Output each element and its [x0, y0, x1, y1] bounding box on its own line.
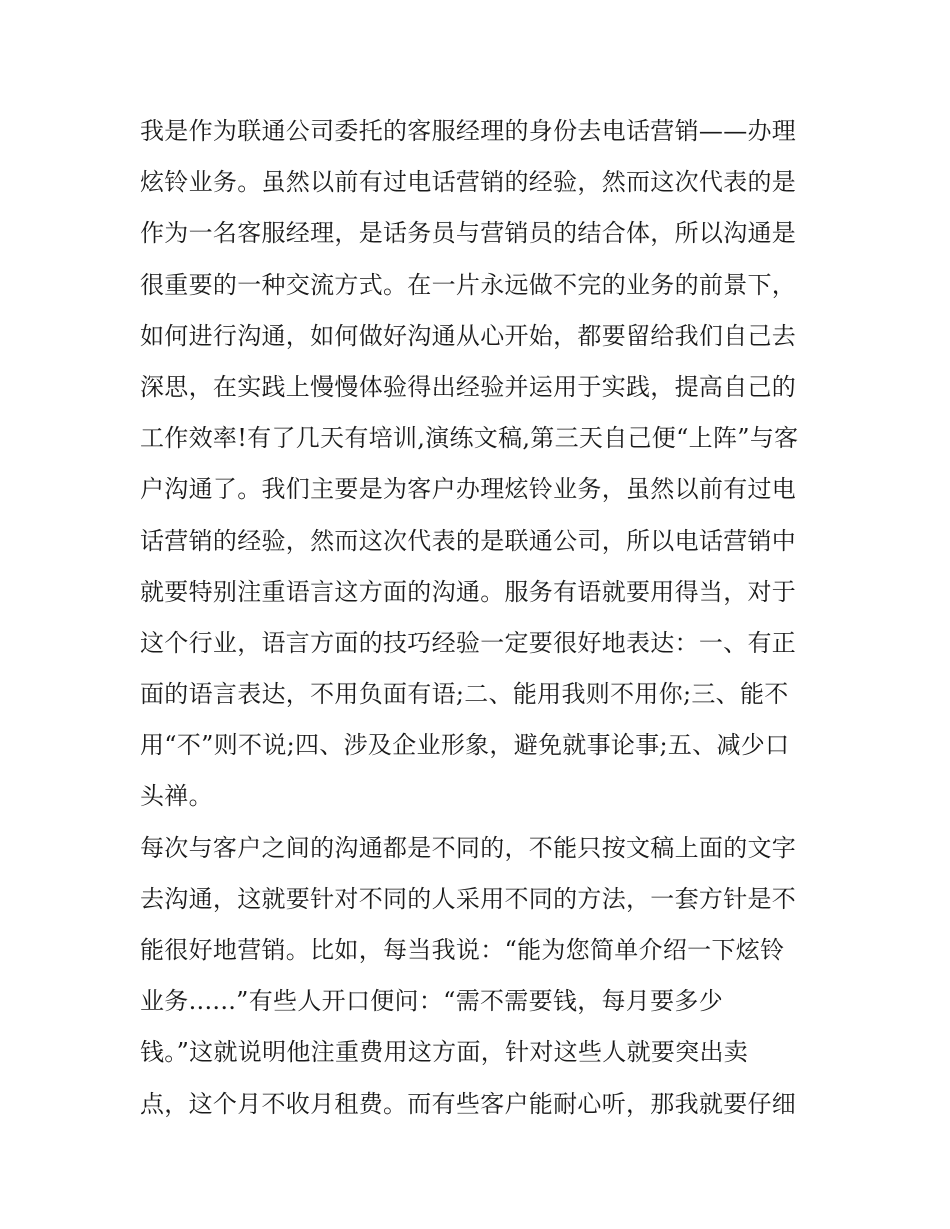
- text-line-10: 就要特别注重语言这方面的沟通。服务有语就要用得当，对于: [140, 577, 797, 606]
- text-line-18: 业务......”有些人开口便问：“需不需要钱，每月要多少: [140, 987, 724, 1016]
- text-line-8: 户沟通了。我们主要是为客户办理炫铃业务，虽然以前有过电: [140, 475, 797, 504]
- text-line-4: 很重要的一种交流方式。在一片永远做不完的业务的前景下，: [140, 270, 797, 299]
- text-line-7: 工作效率!有了几天有培训,演练文稿,第三天自己便“上阵”与客: [140, 424, 799, 453]
- text-line-17: 能很好地营销。比如，每当我说：“能为您简单介绍一下炫铃: [140, 936, 785, 964]
- text-line-19: 钱。”这就说明他注重费用这方面，针对这些人就要突出卖: [140, 1038, 749, 1067]
- text-line-1: 我是作为联通公司委托的客服经理的身份去电话营销——办理: [140, 117, 797, 145]
- text-line-11: 这个行业，语言方面的技巧经验一定要很好地表达：一、有正: [140, 628, 797, 657]
- text-line-20: 点，这个月不收月租费。而有些客户能耐心听，那我就要仔细: [140, 1089, 797, 1118]
- text-line-16: 去沟通，这就要针对不同的人采用不同的方法，一套方针是不: [140, 884, 797, 913]
- text-line-6: 深思，在实践上慢慢体验得出经验并运用于实践，提高自己的: [140, 372, 797, 401]
- text-line-9: 话营销的经验，然而这次代表的是联通公司，所以电话营销中: [140, 526, 797, 555]
- body-text: [140, 106, 820, 1130]
- text-line-14: 头禅。: [140, 782, 213, 811]
- text-line-3: 作为一名客服经理，是话务员与营销员的结合体，所以沟通是: [140, 219, 797, 248]
- text-line-12: 面的语言表达，不用负面有语;二、能用我则不用你;三、能不: [140, 680, 789, 709]
- text-line-15: 每次与客户之间的沟通都是不同的，不能只按文稿上面的文字: [140, 833, 797, 862]
- text-line-2: 炫铃业务。虽然以前有过电话营销的经验，然而这次代表的是: [140, 168, 797, 197]
- text-line-5: 如何进行沟通，如何做好沟通从心开始，都要留给我们自己去: [140, 321, 797, 350]
- text-line-13: 用“不”则不说;四、涉及企业形象，避免就事论事;五、减少口: [140, 731, 790, 760]
